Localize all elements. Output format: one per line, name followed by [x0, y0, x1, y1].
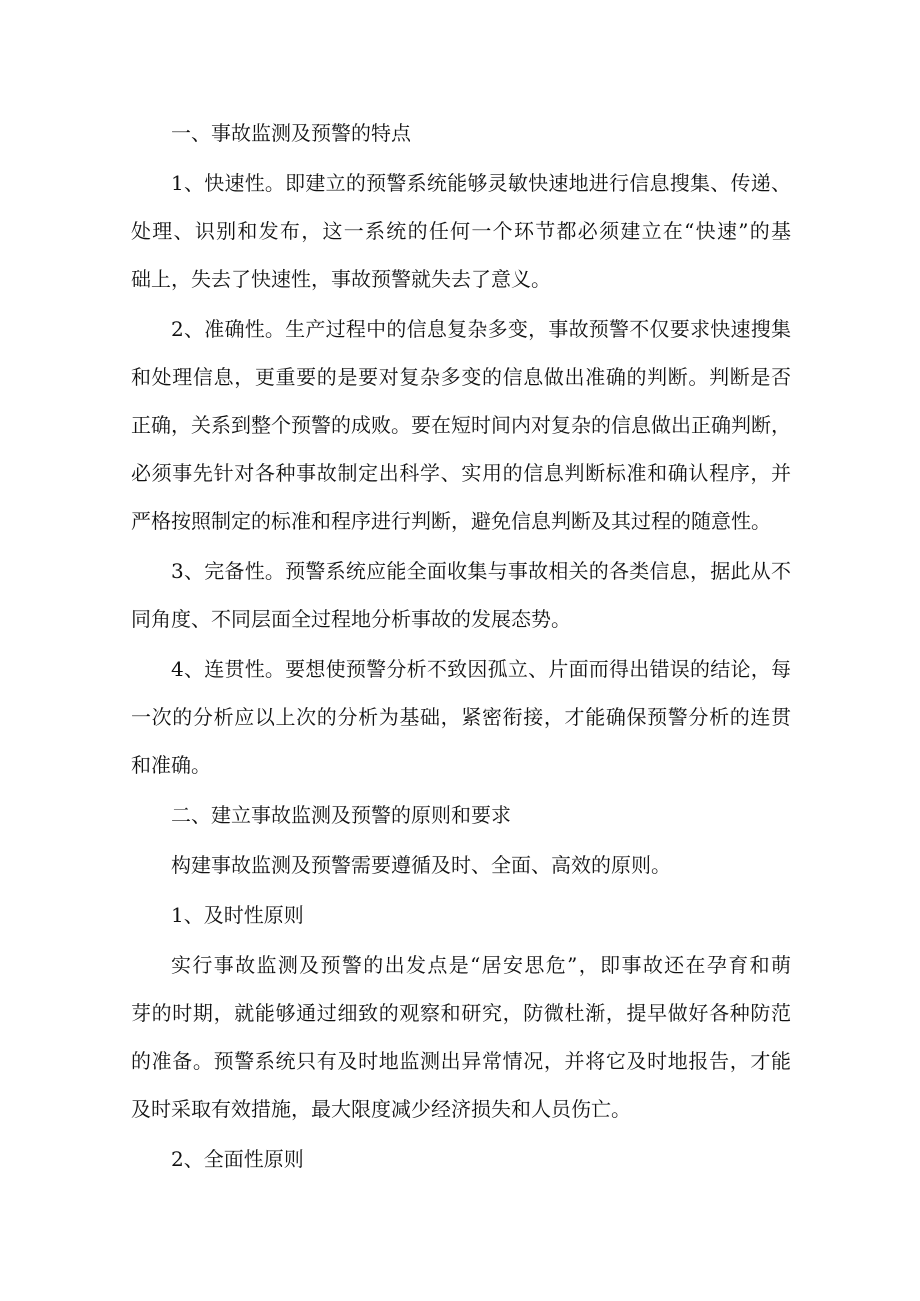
- paragraph-line: 和准确。: [131, 753, 211, 777]
- paragraph-line: 础上，失去了快速性，事故预警就失去了意义。: [131, 267, 551, 291]
- section-heading-principles: [131, 791, 791, 839]
- paragraph-coherence: [131, 645, 791, 789]
- paragraph-line: 1、及时性原则: [171, 903, 304, 927]
- paragraph-line: 及时采取有效措施，最大限度减少经济损失和人员伤亡。: [131, 1097, 631, 1121]
- document-page: [131, 109, 791, 1185]
- paragraph-line: 的准备。预警系统只有及时地监测出异常情况，并将它及时地报告，才能: [131, 1049, 791, 1073]
- paragraph-line: 一、事故监测及预警的特点: [171, 121, 411, 145]
- paragraph-line: 处理、识别和发布，这一系统的任何一个环节都必须建立在“快速”的基: [131, 219, 791, 243]
- paragraph-line: 芽的时期，就能够通过细致的观察和研究，防微杜渐，提早做好各种防范: [131, 1001, 791, 1025]
- paragraph-line: 严格按照制定的标准和程序进行判断，避免信息判断及其过程的随意性。: [131, 509, 771, 533]
- subsection-heading-comprehensiveness: [131, 1135, 791, 1183]
- paragraph-line: 2、准确性。生产过程中的信息复杂多变，事故预警不仅要求快速搜集: [171, 317, 791, 341]
- paragraph-line: 同角度、不同层面全过程地分析事故的发展态势。: [131, 607, 571, 631]
- paragraph-line: 实行事故监测及预警的出发点是“居安思危”，即事故还在孕育和萌: [171, 953, 791, 977]
- paragraph-line: 1、快速性。即建立的预警系统能够灵敏快速地进行信息搜集、传递、: [171, 171, 791, 195]
- paragraph-line: 3、完备性。预警系统应能全面收集与事故相关的各类信息，据此从不: [171, 559, 791, 583]
- paragraph-line: 正确，关系到整个预警的成败。要在短时间内对复杂的信息做出正确判断，: [131, 413, 791, 437]
- paragraph-timeliness: [131, 941, 791, 1133]
- paragraph-line: 和处理信息，更重要的是要对复杂多变的信息做出准确的判断。判断是否: [131, 365, 791, 389]
- paragraph-line: 构建事故监测及预警需要遵循及时、全面、高效的原则。: [171, 853, 671, 877]
- paragraph-line: 一次的分析应以上次的分析为基础，紧密衔接，才能确保预警分析的连贯: [131, 705, 791, 729]
- paragraph-line: 2、全面性原则: [171, 1147, 304, 1171]
- section-heading-characteristics: [131, 109, 791, 157]
- paragraph-principles-intro: [131, 841, 791, 889]
- paragraph-accuracy: [131, 305, 791, 545]
- subsection-heading-timeliness: [131, 891, 791, 939]
- paragraph-speed: [131, 159, 791, 303]
- paragraph-line: 二、建立事故监测及预警的原则和要求: [171, 803, 511, 827]
- paragraph-line: 4、连贯性。要想使预警分析不致因孤立、片面而得出错误的结论，每: [171, 657, 791, 681]
- paragraph-line: 必须事先针对各种事故制定出科学、实用的信息判断标准和确认程序，并: [131, 461, 791, 485]
- paragraph-completeness: [131, 547, 791, 643]
